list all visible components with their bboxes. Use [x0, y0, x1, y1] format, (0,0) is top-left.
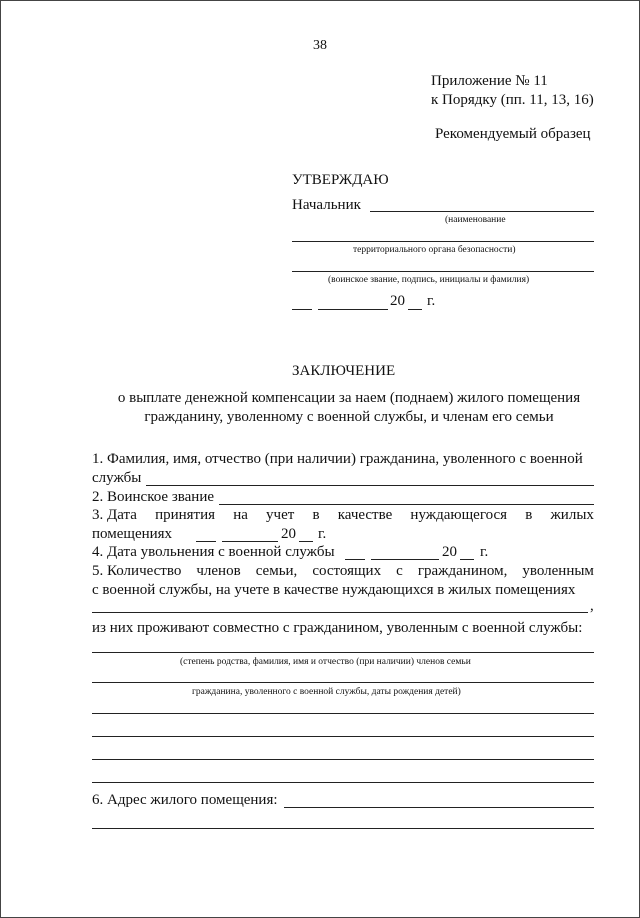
item5-count-line[interactable] [92, 612, 588, 613]
item5-word: гражданином, [417, 563, 508, 579]
approve-year: 20 [390, 293, 405, 309]
item2-field-line[interactable] [219, 504, 594, 505]
item5-family-line-6[interactable] [92, 782, 594, 783]
chief-name-line[interactable] [370, 211, 594, 212]
item4-label: 4. Дата увольнения с военной службы [92, 544, 335, 560]
item5-word: уволенным [522, 563, 594, 579]
sample-label: Рекомендуемый образец [435, 126, 591, 142]
item3-word: в [525, 507, 533, 523]
item5-word: членов [196, 563, 241, 579]
item5-family-line-1[interactable] [92, 652, 594, 653]
item6-label: 6. Адрес жилого помещения: [92, 792, 278, 808]
item3-month-line[interactable] [222, 541, 278, 542]
item3-word: жилых [550, 507, 594, 523]
caption-org: территориального органа безопасности) [353, 245, 516, 255]
item6-address-line-2[interactable] [92, 828, 594, 829]
item5-caption-1: (степень родства, фамилия, имя и отчество (при наличии) членов семьи [180, 657, 471, 667]
item5-family-line-2[interactable] [92, 682, 594, 683]
item1-line1: 1. Фамилия, имя, отчество (при наличии) гражданина, уволенного с военной [92, 451, 583, 467]
item5-word: 5. Количество [92, 563, 182, 579]
item3-line2: помещениях [92, 526, 173, 542]
item4-month-line[interactable] [371, 559, 439, 560]
item3-line1 [92, 507, 594, 524]
item3-year-suffix: г. [318, 526, 327, 542]
caption-name: (наименование [445, 215, 506, 225]
item3-word: 3. Дата [92, 507, 137, 523]
item3-year-line[interactable] [299, 541, 313, 542]
item1-field-line[interactable] [146, 485, 594, 486]
item5-family-line-5[interactable] [92, 759, 594, 760]
org-line[interactable] [292, 241, 594, 242]
order-reference: к Порядку (пп. 11, 13, 16) [431, 92, 594, 108]
item3-word: качестве [337, 507, 393, 523]
item3-word: учет [266, 507, 295, 523]
page-number: 38 [313, 38, 327, 53]
doc-subtitle-2: гражданину, уволенному с военной службы, и членам его семьи [144, 409, 554, 425]
item1-line2: службы [92, 470, 142, 486]
item5-family-line-3[interactable] [92, 713, 594, 714]
doc-subtitle-1: о выплате денежной компенсации за наем (поднаем) жилого помещения [117, 390, 581, 406]
doc-title: ЗАКЛЮЧЕНИЕ [292, 363, 396, 379]
item5-line2: с военной службы, на учете в качестве нуждающихся в жилых помещениях [92, 582, 576, 598]
item3-word: в [312, 507, 320, 523]
item4-year: 20 [442, 544, 457, 560]
item5-word: семьи, [255, 563, 298, 579]
item5-line1 [92, 563, 594, 580]
approve-title: УТВЕРЖДАЮ [292, 172, 389, 188]
approve-day-line[interactable] [292, 309, 312, 310]
item3-word: на [233, 507, 248, 523]
item3-word: нуждающегося [410, 507, 508, 523]
item3-day-line[interactable] [196, 541, 216, 542]
rank-signature-line[interactable] [292, 271, 594, 272]
caption-rank: (воинское звание, подпись, инициалы и фамилия) [328, 275, 530, 285]
appendix-label: Приложение № 11 [431, 73, 548, 89]
approve-month-line[interactable] [318, 309, 388, 310]
item5-comma: , [590, 598, 594, 614]
item4-year-suffix: г. [480, 544, 489, 560]
approve-year-suffix: г. [427, 293, 436, 309]
item3-word: принятия [155, 507, 216, 523]
item2-label: 2. Воинское звание [92, 489, 215, 505]
item5-word: состоящих [312, 563, 382, 579]
item6-address-line-1[interactable] [284, 807, 594, 808]
chief-label: Начальник [292, 197, 361, 213]
item5-family-line-4[interactable] [92, 736, 594, 737]
item5-caption-2: гражданина, уволенного с военной службы, даты рождения детей) [192, 687, 461, 697]
item4-day-line[interactable] [345, 559, 365, 560]
item4-year-line[interactable] [460, 559, 474, 560]
item5-word: с [396, 563, 403, 579]
item3-year: 20 [281, 526, 296, 542]
approve-year-line[interactable] [408, 309, 422, 310]
item5-line3: из них проживают совместно с гражданином, уволенным с военной службы: [92, 620, 583, 636]
